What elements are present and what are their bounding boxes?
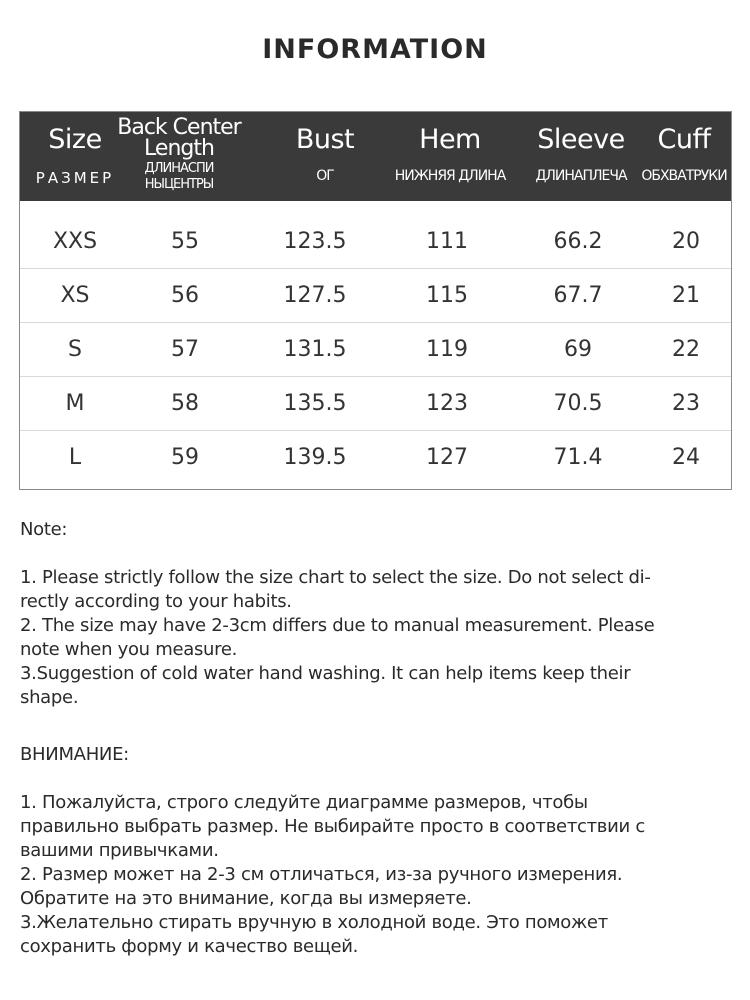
cell-bust: 127.5	[283, 283, 347, 308]
cell-cuff: 20	[672, 229, 700, 254]
cell-sleeve: 70.5	[553, 391, 603, 416]
cell-size: L	[68, 445, 82, 470]
size-chart-table	[19, 111, 732, 490]
table-row	[20, 269, 731, 323]
notes-ru-line: 3.Желательно стирать вручную в холодной воде. Это поможет	[20, 912, 608, 933]
table-header	[20, 112, 731, 201]
notes-ru-heading: ВНИМАНИЕ:	[20, 744, 129, 765]
cell-back-length: 58	[171, 391, 199, 416]
notes-en-line: 3.Suggestion of cold water hand washing. It can help items keep their	[20, 663, 631, 684]
notes-section	[20, 518, 732, 959]
cell-cuff: 21	[672, 283, 700, 308]
cell-hem: 119	[426, 337, 468, 362]
cell-cuff: 24	[672, 445, 700, 470]
cell-back-length: 59	[171, 445, 199, 470]
notes-ru-line: сохранить форму и качество вещей.	[20, 936, 359, 957]
header-hem	[390, 112, 510, 201]
header-cuff	[637, 112, 731, 201]
cell-size: XS	[60, 283, 90, 308]
cell-size: XXS	[52, 229, 98, 254]
cell-hem: 111	[426, 229, 468, 254]
notes-en-line: note when you measure.	[20, 639, 238, 660]
table-row	[20, 431, 731, 485]
notes-en-line: shape.	[20, 687, 79, 708]
header-bust-sublabel: ОГ	[316, 168, 334, 184]
header-size-label: Size	[48, 124, 102, 155]
cell-sleeve: 67.7	[553, 283, 603, 308]
cell-sleeve: 71.4	[553, 445, 603, 470]
cell-back-length: 55	[171, 229, 199, 254]
table-row	[20, 377, 731, 431]
header-back-length-sublabel	[117, 161, 241, 193]
header-hem-sublabel: НИЖНЯЯ ДЛИНА	[394, 168, 506, 184]
cell-sleeve: 66.2	[553, 229, 603, 254]
cell-size: M	[65, 391, 85, 416]
cell-bust: 135.5	[283, 391, 347, 416]
notes-en-heading: Note:	[20, 519, 68, 540]
header-back-length-label	[117, 117, 241, 159]
header-back-length-sub1: ДЛИНАСПИ	[144, 161, 214, 176]
header-size-sublabel: РАЗМЕР	[35, 169, 115, 187]
cell-hem: 127	[426, 445, 468, 470]
header-size	[20, 112, 130, 201]
header-bust-label: Bust	[295, 124, 355, 155]
cell-back-length: 57	[171, 337, 199, 362]
cell-bust: 131.5	[283, 337, 347, 362]
header-sleeve-label: Sleeve	[537, 124, 625, 155]
cell-cuff: 23	[672, 391, 700, 416]
notes-ru-line: 2. Размер может на 2-3 см отличаться, из-за ручного измерения.	[20, 864, 623, 885]
notes-ru-line: Обратите на это внимание, когда вы измеряете.	[20, 888, 472, 909]
header-hem-label: Hem	[419, 124, 481, 155]
cell-cuff: 22	[672, 337, 700, 362]
cell-sleeve: 69	[564, 337, 592, 362]
cell-hem: 115	[426, 283, 468, 308]
header-sleeve-sublabel: ДЛИНАПЛЕЧА	[535, 168, 627, 184]
header-back-length-line1: Back Center	[117, 115, 241, 140]
table-row	[20, 215, 731, 269]
header-back-length	[117, 112, 241, 201]
notes-en-line: 1. Please strictly follow the size chart to select the size. Do not select di-	[20, 567, 651, 588]
notes-ru-line: вашими привычками.	[20, 840, 219, 861]
page-title: INFORMATION	[262, 34, 488, 65]
header-sleeve	[525, 112, 637, 201]
header-cuff-sublabel: ОБХВАТРУКИ	[641, 168, 727, 184]
cell-bust: 139.5	[283, 445, 347, 470]
cell-size: S	[68, 337, 82, 362]
header-back-length-sub2: НЫЦЕНТРЫ	[144, 177, 214, 192]
cell-back-length: 56	[171, 283, 199, 308]
cell-hem: 123	[426, 391, 468, 416]
header-back-length-line2: Length	[144, 136, 214, 161]
notes-en-line: rectly according to your habits.	[20, 591, 292, 612]
notes-ru-line: правильно выбрать размер. Не выбирайте просто в соответствии с	[20, 816, 645, 837]
table-row	[20, 323, 731, 377]
header-cuff-label: Cuff	[657, 124, 711, 155]
notes-en-line: 2. The size may have 2-3cm differs due to manual measurement. Please	[20, 615, 655, 636]
header-bust	[270, 112, 380, 201]
cell-bust: 123.5	[283, 229, 347, 254]
notes-ru-line: 1. Пожалуйста, строго следуйте диаграмме размеров, чтобы	[20, 792, 588, 813]
